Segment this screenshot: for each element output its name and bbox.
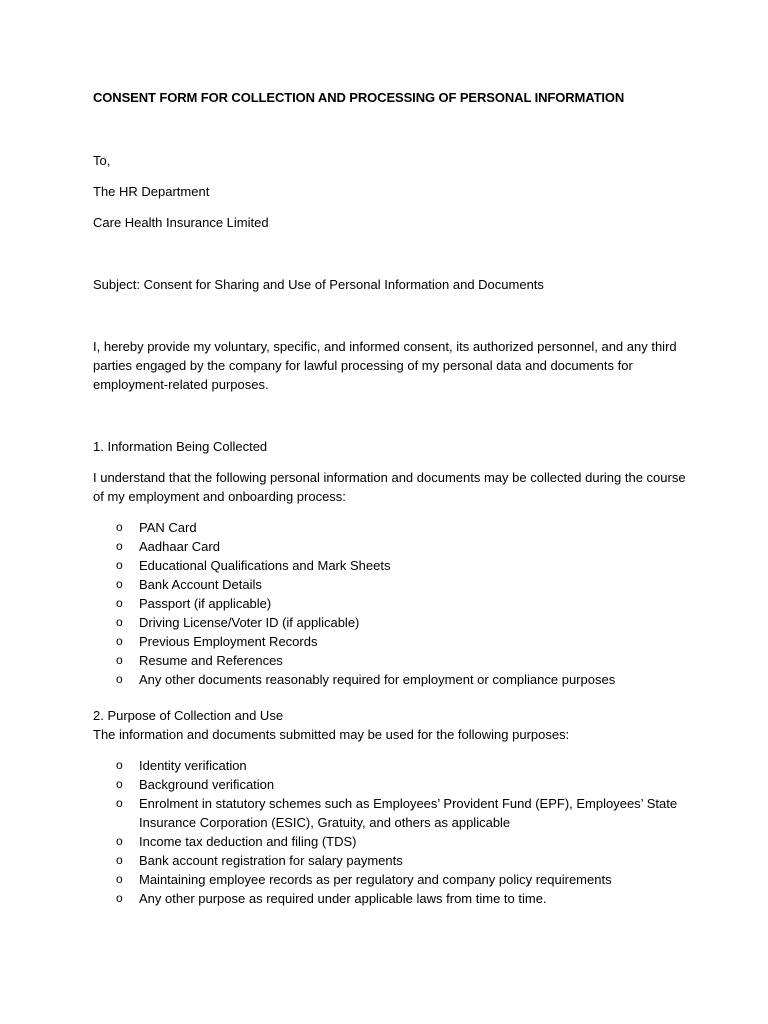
list-item-text: Enrolment in statutory schemes such as Employees’ Provident Fund (EPF), Employees’ State Insurance Corporation (ESIC), Gratuity, and others as applicable — [139, 796, 678, 830]
list-item — [93, 889, 693, 908]
bullet-icon: o — [116, 872, 123, 886]
section-2-intro: The information and documents submitted may be used for the following purposes: — [93, 727, 570, 742]
list-item-text: Passport (if applicable) — [139, 596, 272, 611]
list-item — [93, 670, 693, 689]
bullet-icon: o — [116, 634, 123, 648]
list-item — [93, 794, 693, 832]
document-title: CONSENT FORM FOR COLLECTION AND PROCESSING OF PERSONAL INFORMATION — [93, 90, 625, 105]
bullet-icon: o — [116, 891, 123, 905]
bullet-icon: o — [116, 539, 123, 553]
recipient-department: The HR Department — [93, 184, 210, 199]
section-2-heading: 2. Purpose of Collection and Use — [93, 708, 284, 723]
consent-paragraph: I, hereby provide my voluntary, specific, and informed consent, its authorized personnel, and any third parties engaged by the company for lawful processing of my personal data and documents for employment-related purposes. — [93, 339, 677, 392]
list-item — [93, 556, 693, 575]
list-item-text: Bank Account Details — [139, 577, 262, 592]
list-item — [93, 870, 693, 889]
list-item — [93, 537, 693, 556]
bullet-icon: o — [116, 758, 123, 772]
list-item-text: Any other documents reasonably required for employment or compliance purposes — [139, 672, 616, 687]
bullet-icon: o — [116, 796, 123, 810]
list-item — [93, 632, 693, 651]
list-item — [93, 575, 693, 594]
list-item-text: Any other purpose as required under applicable laws from time to time. — [139, 891, 547, 906]
list-item-text: Bank account registration for salary payments — [139, 853, 403, 868]
list-item — [93, 518, 693, 537]
bullet-icon: o — [116, 596, 123, 610]
list-item-text: Background verification — [139, 777, 275, 792]
subject-line: Subject: Consent for Sharing and Use of Personal Information and Documents — [93, 277, 544, 292]
bullet-icon: o — [116, 672, 123, 686]
salutation: To, — [93, 153, 111, 168]
list-item — [93, 832, 693, 851]
bullet-icon: o — [116, 853, 123, 867]
section-1-list — [93, 518, 693, 689]
list-item-text: Previous Employment Records — [139, 634, 318, 649]
list-item-text: PAN Card — [139, 520, 197, 535]
recipient-company: Care Health Insurance Limited — [93, 215, 269, 230]
list-item — [93, 756, 693, 775]
bullet-icon: o — [116, 834, 123, 848]
list-item — [93, 594, 693, 613]
list-item-text: Maintaining employee records as per regulatory and company policy requirements — [139, 872, 612, 887]
list-item-text: Aadhaar Card — [139, 539, 220, 554]
bullet-icon: o — [116, 577, 123, 591]
section-1-intro: I understand that the following personal information and documents may be collected during the course of my employment and onboarding process: — [93, 470, 686, 504]
list-item-text: Educational Qualifications and Mark Sheets — [139, 558, 391, 573]
list-item — [93, 851, 693, 870]
bullet-icon: o — [116, 520, 123, 534]
list-item-text: Resume and References — [139, 653, 283, 668]
document-body — [93, 88, 693, 908]
bullet-icon: o — [116, 777, 123, 791]
bullet-icon: o — [116, 615, 123, 629]
section-2-list — [93, 756, 693, 908]
section-1-heading: 1. Information Being Collected — [93, 439, 268, 454]
list-item-text: Income tax deduction and filing (TDS) — [139, 834, 357, 849]
list-item — [93, 613, 693, 632]
list-item-text: Driving License/Voter ID (if applicable) — [139, 615, 360, 630]
bullet-icon: o — [116, 558, 123, 572]
bullet-icon: o — [116, 653, 123, 667]
list-item — [93, 775, 693, 794]
list-item-text: Identity verification — [139, 758, 247, 773]
list-item — [93, 651, 693, 670]
